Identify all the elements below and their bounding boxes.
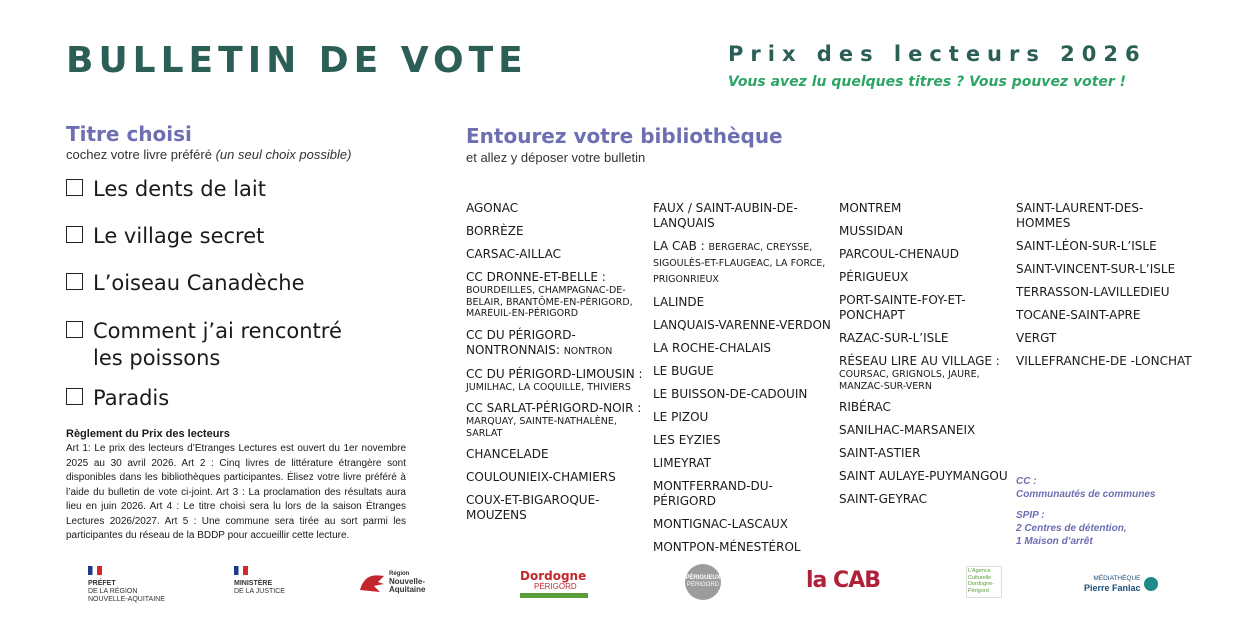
logo-text: Pierre Fanlac bbox=[1084, 583, 1141, 593]
library-item[interactable] bbox=[839, 354, 1009, 392]
book-title: Les dents de lait bbox=[93, 177, 266, 201]
book-option-4[interactable] bbox=[66, 318, 342, 372]
french-flag-icon bbox=[234, 566, 248, 575]
logo-bar bbox=[520, 593, 588, 598]
library-name: RAZAC-SUR-L’ISLE bbox=[839, 331, 949, 345]
logo-text: Dordogne- bbox=[968, 581, 994, 587]
library-item[interactable] bbox=[466, 493, 646, 523]
library-item[interactable] bbox=[839, 293, 1009, 323]
library-name: CC DRONNE-ET-BELLE : bbox=[466, 270, 606, 284]
library-name: CC DU PÉRIGORD-LIMOUSIN : bbox=[466, 366, 643, 381]
logo-text: Aquitaine bbox=[389, 585, 426, 594]
library-item[interactable] bbox=[466, 201, 646, 216]
library-name: MONTFERRAND-DU-PÉRIGORD bbox=[653, 479, 773, 508]
logo-text: Région bbox=[389, 571, 410, 577]
library-item[interactable] bbox=[839, 400, 1009, 415]
library-name: SAINT-LAURENT-DES-HOMMES bbox=[1016, 201, 1144, 230]
lion-icon bbox=[358, 570, 386, 594]
library-name: VERGT bbox=[1016, 331, 1057, 345]
library-name: SAINT AULAYE-PUYMANGOU bbox=[839, 469, 1008, 483]
library-item[interactable] bbox=[653, 479, 833, 509]
library-item[interactable] bbox=[839, 201, 1009, 216]
logo-text: Dordogne bbox=[520, 569, 587, 583]
book-title: Paradis bbox=[93, 386, 170, 410]
library-item[interactable] bbox=[1016, 354, 1196, 369]
library-item[interactable] bbox=[653, 540, 833, 555]
library-item[interactable] bbox=[1016, 308, 1196, 323]
libraries-subheading: et allez y déposer votre bulletin bbox=[466, 150, 646, 165]
library-name: AGONAC bbox=[466, 201, 519, 215]
logo-text: NOUVELLE-AQUITAINE bbox=[88, 596, 165, 603]
library-item[interactable] bbox=[466, 247, 646, 262]
book-title: Comment j’ai rencontré les poissons bbox=[93, 319, 342, 370]
library-name: MONTPON-MÉNESTÉROL bbox=[653, 540, 801, 554]
checkbox[interactable] bbox=[66, 226, 83, 243]
logo-text: PRÉFET bbox=[88, 580, 116, 587]
library-item[interactable] bbox=[653, 341, 833, 356]
library-item[interactable] bbox=[839, 247, 1009, 262]
legend-spip-label: SPIP : bbox=[1016, 510, 1045, 521]
agence-culturelle-logo bbox=[966, 566, 1002, 598]
library-name: SAINT-LÉON-SUR-L’ISLE bbox=[1016, 239, 1157, 253]
library-name: PORT-SAINTE-FOY-ET-PONCHAPT bbox=[839, 293, 966, 322]
library-item[interactable] bbox=[466, 328, 646, 359]
logo-text: PÉRIGORD bbox=[534, 582, 577, 591]
legend-spip-text: 2 Centres de détention, bbox=[1016, 523, 1127, 534]
tagline: Vous avez lu quelques titres ? Vous pouvez voter ! bbox=[728, 74, 1127, 90]
library-name: LALINDE bbox=[653, 295, 705, 309]
library-name: LIMEYRAT bbox=[653, 456, 711, 470]
library-item[interactable] bbox=[839, 331, 1009, 346]
logo-text: Culturelle bbox=[968, 574, 992, 581]
library-item[interactable] bbox=[653, 239, 833, 287]
cab-logo: la CAB bbox=[806, 568, 880, 593]
library-name: SAINT-GEYRAC bbox=[839, 492, 928, 506]
french-flag-icon bbox=[88, 566, 102, 575]
library-item[interactable] bbox=[1016, 201, 1196, 231]
library-item[interactable] bbox=[466, 470, 646, 485]
library-name: COULOUNIEIX-CHAMIERS bbox=[466, 470, 616, 484]
library-column-3 bbox=[839, 201, 1009, 515]
library-name: TERRASSON-LAVILLEDIEU bbox=[1016, 285, 1170, 299]
library-name: LA ROCHE-CHALAIS bbox=[653, 341, 772, 355]
library-item[interactable] bbox=[839, 492, 1009, 507]
library-item[interactable] bbox=[653, 433, 833, 448]
titles-sub-text: cochez votre livre préféré bbox=[66, 147, 212, 162]
checkbox[interactable] bbox=[66, 179, 83, 196]
prize-title: Prix des lecteurs 2026 bbox=[728, 42, 1147, 66]
library-name: BORRÈZE bbox=[466, 224, 524, 238]
library-name: LE BUGUE bbox=[653, 364, 714, 378]
library-name: COUX-ET-BIGAROQUE-MOUZENS bbox=[466, 493, 600, 522]
checkbox[interactable] bbox=[66, 321, 83, 338]
prefet-logo bbox=[88, 566, 165, 604]
book-option-5[interactable] bbox=[66, 385, 169, 412]
library-item[interactable] bbox=[653, 410, 833, 425]
legend bbox=[1016, 475, 1155, 548]
titles-subheading bbox=[66, 147, 351, 162]
logo-text: PÉRIGUEUX bbox=[685, 575, 721, 581]
library-column-4 bbox=[1016, 201, 1196, 377]
book-title: L’oiseau Canadèche bbox=[93, 271, 305, 295]
library-item[interactable] bbox=[653, 517, 833, 532]
logo-text: Nouvelle- bbox=[389, 577, 426, 586]
logo-text: MÉDIATHÈQUE bbox=[1093, 575, 1141, 582]
checkbox[interactable] bbox=[66, 273, 83, 290]
library-name: FAUX / SAINT-AUBIN-DE-LANQUAIS bbox=[653, 201, 798, 230]
logo-text: PÉRIGORD bbox=[686, 582, 719, 588]
library-detail: BERGERAC, CREYSSE, SIGOULÈS-ET-FLAUGEAC, LA FORCE, PRIGONRIEUX bbox=[653, 242, 826, 285]
library-item[interactable] bbox=[1016, 262, 1196, 277]
library-name: SANILHAC-MARSANEIX bbox=[839, 423, 976, 437]
mediatheque-emblem-icon bbox=[1144, 577, 1158, 591]
library-item[interactable] bbox=[839, 446, 1009, 461]
library-detail: BOURDEILLES, CHAMPAGNAC-DE-BELAIR, BRANTÔME-EN-PÉRIGORD, MAREUIL-EN-PÉRIGORD bbox=[466, 285, 633, 319]
library-detail: COURSAC, GRIGNOLS, JAURE, MANZAC-SUR-VERN bbox=[839, 369, 980, 392]
library-item[interactable] bbox=[466, 270, 646, 320]
library-column-2 bbox=[653, 201, 833, 563]
library-name: LES EYZIES bbox=[653, 433, 721, 447]
book-option-2[interactable] bbox=[66, 223, 264, 250]
library-detail: JUMILHAC, LA COQUILLE, THIVIERS bbox=[466, 381, 631, 393]
library-name: RÉSEAU LIRE AU VILLAGE : bbox=[839, 354, 1000, 368]
logo-text: DE LA RÉGION bbox=[88, 588, 138, 595]
book-option-3[interactable] bbox=[66, 270, 305, 297]
library-item[interactable] bbox=[1016, 285, 1196, 300]
rules-text: Art 1: Le prix des lecteurs d’Etranges Lectures est ouvert du 1er novembre 2025 au 30 avril 2026. Art 2 : Cinq livres de littérature étrangère sont disponibles dans les bibliothèques participantes. Élisez votre livre préféré à l’aide du bulletin de vote ci-joint. Art 3 : La proclamation des résultats aura lieu en juin 2026. Art 4 : Le titre choisi sera lu lors de la saison Étranges Lectures 2026/2027. Art 5 : Une commune sera tirée au sort parmi les participantes du réseau de la BDDP pour accueillir cette lecture. bbox=[66, 443, 406, 541]
library-item[interactable] bbox=[1016, 239, 1196, 254]
library-item[interactable] bbox=[466, 224, 646, 239]
library-name: CHANCELADE bbox=[466, 447, 549, 461]
library-name: LE BUISSON-DE-CADOUIN bbox=[653, 387, 808, 401]
library-item[interactable] bbox=[653, 456, 833, 471]
rules-heading: Règlement du Prix des lecteurs bbox=[66, 428, 230, 440]
ministere-logo bbox=[234, 566, 285, 596]
library-name: MONTIGNAC-LASCAUX bbox=[653, 517, 789, 531]
titles-heading: Titre choisi bbox=[66, 122, 192, 146]
mediatheque-logo bbox=[1084, 575, 1158, 593]
library-column-1 bbox=[466, 201, 646, 531]
library-item[interactable] bbox=[466, 367, 646, 394]
titles-sub-italic: (un seul choix possible) bbox=[215, 147, 352, 162]
library-name: LANQUAIS-VARENNE-VERDON bbox=[653, 318, 831, 332]
book-option-1[interactable] bbox=[66, 176, 266, 203]
library-name: TOCANE-SAINT-APRE bbox=[1016, 308, 1141, 322]
perigueux-logo bbox=[685, 564, 721, 600]
library-name: SAINT-ASTIER bbox=[839, 446, 921, 460]
legend-cc-label: CC : bbox=[1016, 476, 1037, 487]
library-name: MONTREM bbox=[839, 201, 902, 215]
library-name: LE PIZOU bbox=[653, 410, 709, 424]
library-name: CC SARLAT-PÉRIGORD-NOIR : bbox=[466, 401, 642, 415]
libraries-heading: Entourez votre bibliothèque bbox=[466, 124, 783, 148]
library-name: MUSSIDAN bbox=[839, 224, 904, 238]
dordogne-logo bbox=[520, 570, 588, 598]
library-item[interactable] bbox=[839, 469, 1009, 484]
library-item[interactable] bbox=[1016, 331, 1196, 346]
library-item[interactable] bbox=[466, 447, 646, 462]
library-item[interactable] bbox=[839, 423, 1009, 438]
library-item[interactable] bbox=[653, 364, 833, 379]
legend-spip-text: 1 Maison d’arrêt bbox=[1016, 536, 1093, 547]
logo-text: DE LA JUSTICE bbox=[234, 588, 285, 595]
library-name: PÉRIGUEUX bbox=[839, 270, 909, 284]
legend-cc-text: Communautés de communes bbox=[1016, 489, 1156, 500]
library-item[interactable] bbox=[653, 201, 833, 231]
library-item[interactable] bbox=[653, 387, 833, 402]
library-detail: MARQUAY, SAINTE-NATHALÈNE, SARLAT bbox=[466, 416, 617, 439]
page-title: BULLETIN DE VOTE bbox=[66, 40, 528, 81]
checkbox[interactable] bbox=[66, 388, 83, 405]
library-item[interactable] bbox=[653, 318, 833, 333]
logo-text: MINISTÈRE bbox=[234, 580, 273, 587]
library-item[interactable] bbox=[839, 224, 1009, 239]
region-logo bbox=[358, 570, 425, 594]
book-title: Le village secret bbox=[93, 224, 265, 248]
logo-text: L’Agence bbox=[968, 568, 991, 574]
library-name: CARSAC-AILLAC bbox=[466, 247, 561, 261]
library-name: PARCOUL-CHENAUD bbox=[839, 247, 960, 261]
library-item[interactable] bbox=[653, 295, 833, 310]
library-detail: NONTRON bbox=[563, 345, 613, 357]
library-name: CC DU PÉRIGORD-NONTRONNAIS: bbox=[466, 327, 576, 357]
logo-text: Périgord bbox=[968, 587, 989, 594]
library-item[interactable] bbox=[839, 270, 1009, 285]
library-name: LA CAB : bbox=[653, 239, 705, 253]
library-name: SAINT-VINCENT-SUR-L’ISLE bbox=[1016, 262, 1176, 276]
library-item[interactable] bbox=[466, 401, 646, 439]
library-name: VILLEFRANCHE-DE -LONCHAT bbox=[1016, 354, 1192, 368]
library-name: RIBÉRAC bbox=[839, 400, 891, 414]
